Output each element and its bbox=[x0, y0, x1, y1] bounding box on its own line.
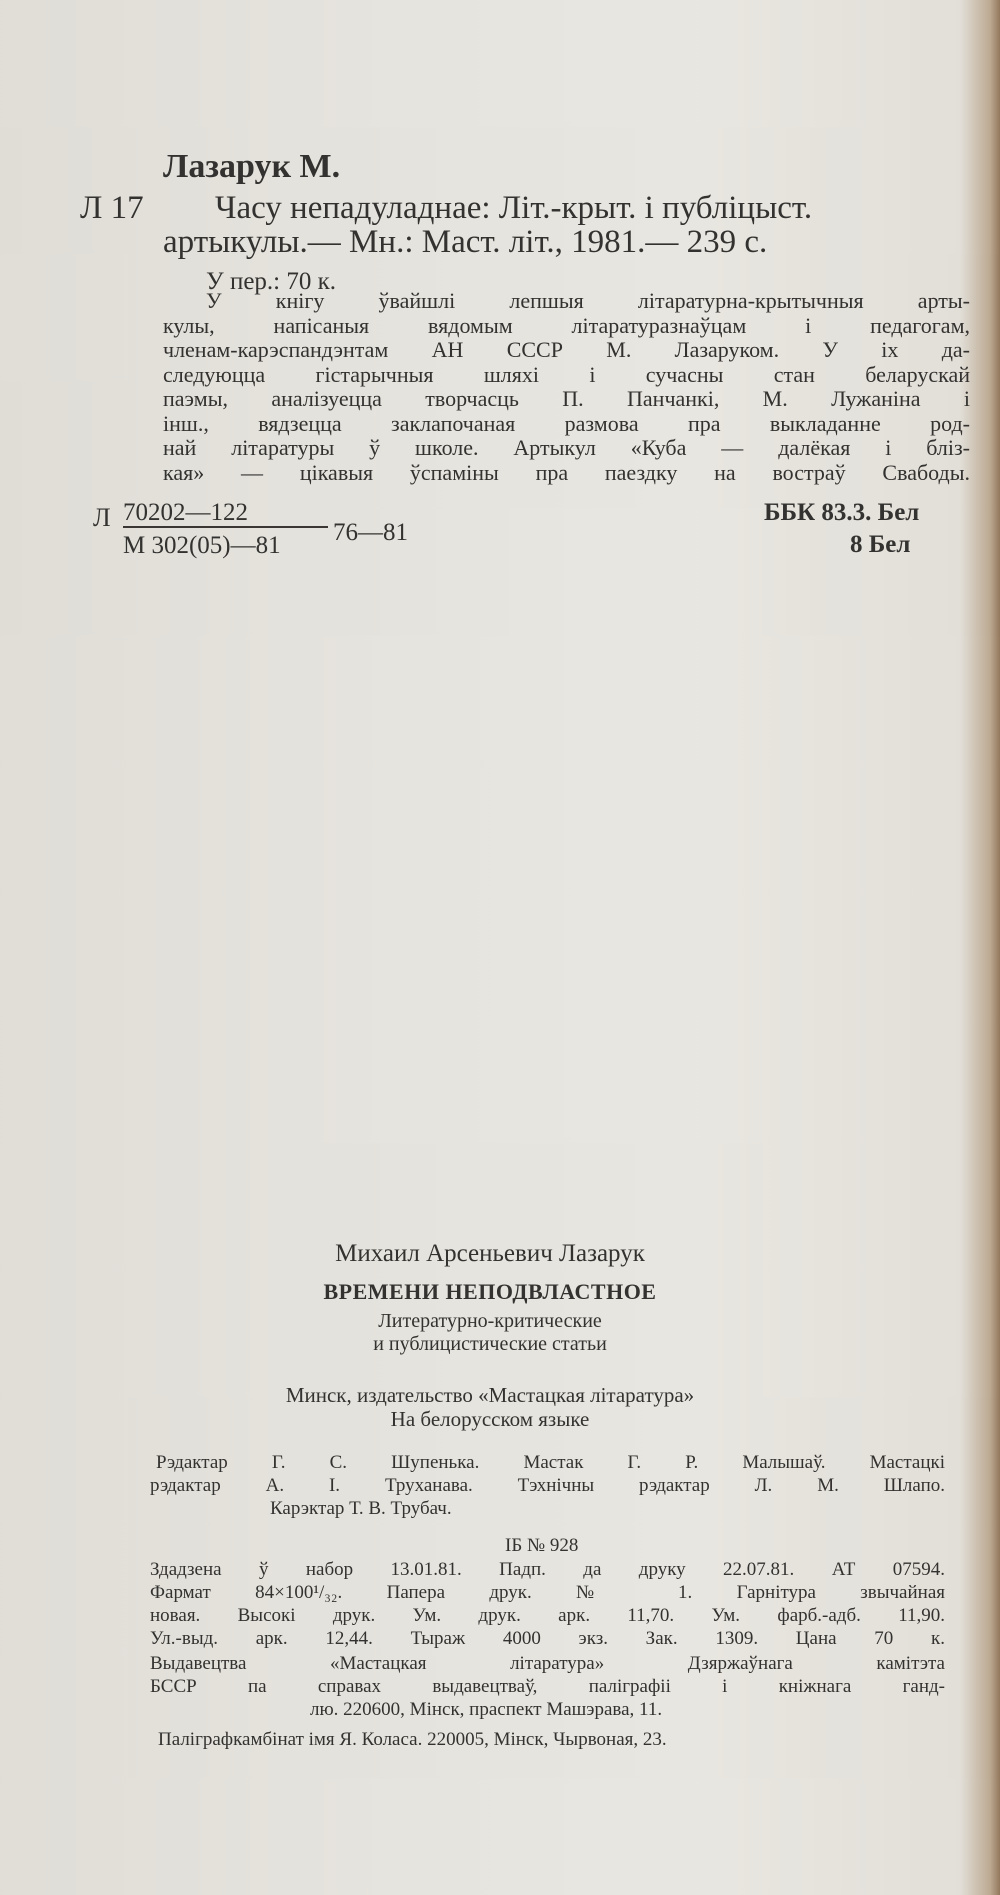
colophon-publisher-info bbox=[150, 1652, 945, 1721]
technical-line: новая. Высокі друк. Ум. друк. арк. 11,70. Ум. фарб.-адб. 11,90. bbox=[150, 1605, 945, 1626]
colophon-author: Михаил Арсеньевич Лазарук bbox=[335, 1240, 645, 1267]
bbk-code: ББК 83.3. Бел bbox=[764, 499, 920, 526]
printer-line: Паліграфкамбінат імя Я. Коласа. 220005, Мінск, Чырвоная, 23. bbox=[158, 1729, 667, 1750]
technical-line: Здадзена ў набор 13.01.81. Падп. да друку 22.07.81. АТ 07594. bbox=[150, 1559, 945, 1580]
annotation-line: кая» — цікавыя ўспаміны пра паездку на востраў Свабоды. bbox=[163, 459, 970, 485]
card-price: У пер.: 70 к. bbox=[206, 268, 337, 295]
card-title-line-2: артыкулы.— Мн.: Маст. літ., 1981.— 239 с. bbox=[163, 224, 768, 260]
colophon-title: ВРЕМЕНИ НЕПОДВЛАСТНОЕ bbox=[323, 1279, 657, 1304]
index-denominator: М 302(05)—81 bbox=[123, 532, 281, 559]
card-author: Лазарук М. bbox=[163, 148, 341, 185]
publisher-line: лю. 220600, Мінск, праспект Машэрава, 11. bbox=[310, 1699, 663, 1720]
annotation-line: най літаратуры ў школе. Артыкул «Куба — далёкая і бліз- bbox=[163, 435, 970, 460]
colophon-staff bbox=[150, 1451, 945, 1520]
staff-line: рэдактар А. І. Труханава. Тэхнічны рэдактар Л. М. Шлапо. bbox=[150, 1475, 945, 1496]
technical-line: Фармат 84×100¹/₃₂. Папера друк. № 1. Гарнітура звычайная bbox=[150, 1582, 945, 1603]
index-suffix: 76—81 bbox=[333, 519, 408, 546]
colophon-language: На белорусском языке bbox=[390, 1407, 590, 1431]
colophon-printer bbox=[150, 1728, 945, 1751]
annotation-line: членам-карэспандэнтам АН СССР М. Лазаруком. У іх да- bbox=[163, 337, 970, 362]
publisher-line: Выдавецтва «Мастацкая літаратура» Дзяржаўнага камітэта bbox=[150, 1653, 945, 1674]
card-title-line-1: Часу непадуладнае: Літ.-крыт. і публіцыст. bbox=[215, 190, 813, 226]
annotation-line: кулы, напісаныя вядомым літаратуразнаўцам і педагогам, bbox=[163, 312, 970, 338]
index-numerator: 70202—122 bbox=[123, 499, 248, 526]
annotation-line: інш., вядзецца заклапочаная размова пра выкладанне род- bbox=[163, 410, 970, 436]
annotation-line: паэмы, аналізуецца творчасць П. Панчанкі, М. Лужаніна і bbox=[163, 386, 970, 411]
colophon-ib-number: ІБ № 928 bbox=[505, 1535, 579, 1556]
bbk-code-secondary: 8 Бел bbox=[850, 531, 911, 558]
colophon-technical bbox=[150, 1558, 945, 1650]
annotation-line: У кнігу ўвайшлі лепшыя літаратурна-крытычныя арты- bbox=[206, 288, 970, 313]
publisher-line: БССР па справах выдавецтваў, паліграфіі і кніжнага ганд- bbox=[150, 1676, 945, 1697]
annotation-line: следуюцца гістарычныя шляхі і сучасны стан беларускай bbox=[163, 361, 970, 387]
index-fraction-rule bbox=[123, 526, 328, 528]
card-annotation bbox=[163, 289, 970, 485]
colophon-subtitle-1: Литературно-критические bbox=[378, 1310, 602, 1332]
colophon-publisher: Минск, издательство «Мастацкая літаратура» bbox=[285, 1383, 695, 1407]
technical-line: Ул.-выд. арк. 12,44. Тыраж 4000 экз. Зак. 1309. Цана 70 к. bbox=[150, 1628, 945, 1649]
index-letter: Л bbox=[93, 503, 111, 532]
staff-line: Карэктар Т. В. Трубач. bbox=[270, 1498, 452, 1519]
colophon-subtitle-2: и публицистические статьи bbox=[373, 1333, 607, 1355]
library-code: Л 17 bbox=[80, 190, 144, 226]
staff-line: Рэдактар Г. С. Шупенька. Мастак Г. Р. Малышаў. Мастацкі bbox=[156, 1452, 945, 1473]
